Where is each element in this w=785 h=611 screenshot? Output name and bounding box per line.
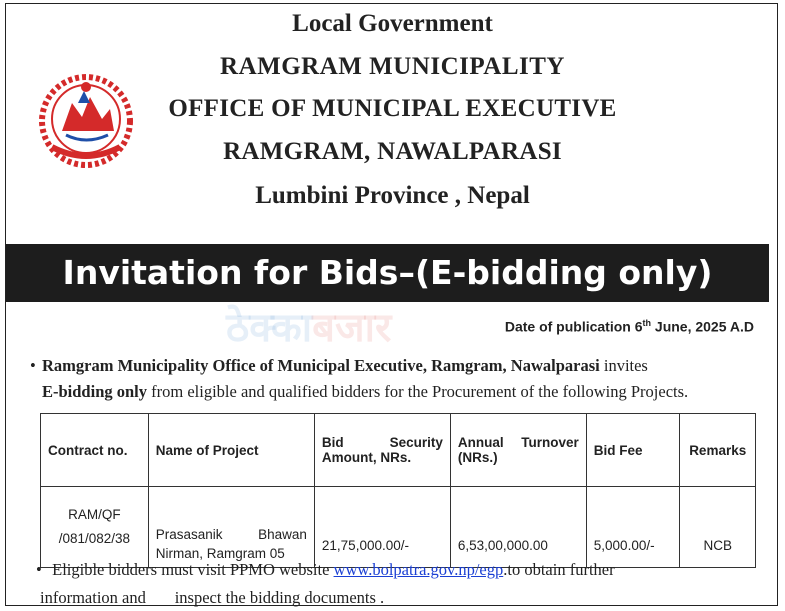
name-a: Prasasanik	[155, 527, 223, 542]
header-turnover-b: Turnover	[521, 435, 579, 450]
watermark-part1: ठेक्का	[226, 305, 313, 351]
header-name: Name of Project	[148, 414, 314, 487]
header-security-b: Security	[389, 435, 443, 450]
header-fee: Bid Fee	[586, 414, 680, 487]
pubdate-suffix: June, 2025 A.D	[651, 318, 754, 335]
footer-text1: Eligible bidders must visit PPMO website	[48, 560, 334, 579]
header-security-c: Amount, NRs.	[321, 450, 412, 465]
bullet-icon: •	[30, 356, 36, 375]
bids-table	[40, 413, 756, 568]
header-security-a: Bid	[321, 435, 344, 450]
header-municipality: RAMGRAM MUNICIPALITY	[220, 53, 565, 80]
header-location: RAMGRAM, NAWALPARASI	[223, 138, 562, 165]
header-office: OFFICE OF MUNICIPAL EXECUTIVE	[168, 95, 617, 122]
intro-after: invites	[599, 356, 648, 375]
publication-date	[505, 318, 754, 335]
header-contract: Contract no.	[41, 414, 149, 487]
watermark-part2: बजार	[312, 305, 392, 351]
intro-line-2	[42, 382, 770, 402]
footer-line-2: information and inspect the bidding documents .	[40, 588, 385, 607]
watermark	[226, 298, 391, 353]
intro-line-1	[30, 356, 758, 376]
pubdate-prefix: Date of publication 6	[504, 318, 643, 335]
footer-line-1	[36, 560, 764, 580]
name-c: Nirman, Ramgram 05	[155, 546, 285, 561]
intro-ebidding: E-bidding only	[42, 382, 148, 401]
table-header-row	[41, 414, 756, 487]
cell-fee: 5,000.00/-	[586, 487, 680, 568]
bullet-icon: •	[36, 560, 42, 579]
cell-name	[148, 487, 314, 568]
cell-remarks: NCB	[680, 487, 756, 568]
header-remarks: Remarks	[680, 414, 756, 487]
pubdate-sup: th	[642, 318, 652, 328]
ppmo-link[interactable]: www.bolpatra.gov.np/egp	[333, 560, 504, 579]
intro-rest: from eligible and qualified bidders for the Procurement of the following Projects.	[147, 382, 689, 401]
name-b: Bhawan	[258, 527, 307, 542]
header-turnover	[450, 414, 586, 487]
cell-security: 21,75,000.00/-	[314, 487, 450, 568]
header-security	[314, 414, 450, 487]
contract-b: /081/082/38	[58, 531, 131, 546]
title-banner: Invitation for Bids–(E-bidding only)	[6, 244, 769, 302]
header-province: Lumbini Province , Nepal	[255, 182, 530, 209]
footer-text2: .to obtain further	[503, 560, 615, 579]
header-turnover-a: Annual	[457, 435, 504, 450]
header-local-government: Local Government	[292, 10, 493, 37]
table-row	[41, 487, 756, 568]
cell-contract	[41, 487, 149, 568]
header-turnover-c: (NRs.)	[457, 450, 498, 465]
intro-bold: Ramgram Municipality Office of Municipal Executive, Ramgram, Nawalparasi	[42, 356, 600, 375]
contract-a: RAM/QF	[68, 507, 121, 522]
cell-turnover: 6,53,00,000.00	[450, 487, 586, 568]
